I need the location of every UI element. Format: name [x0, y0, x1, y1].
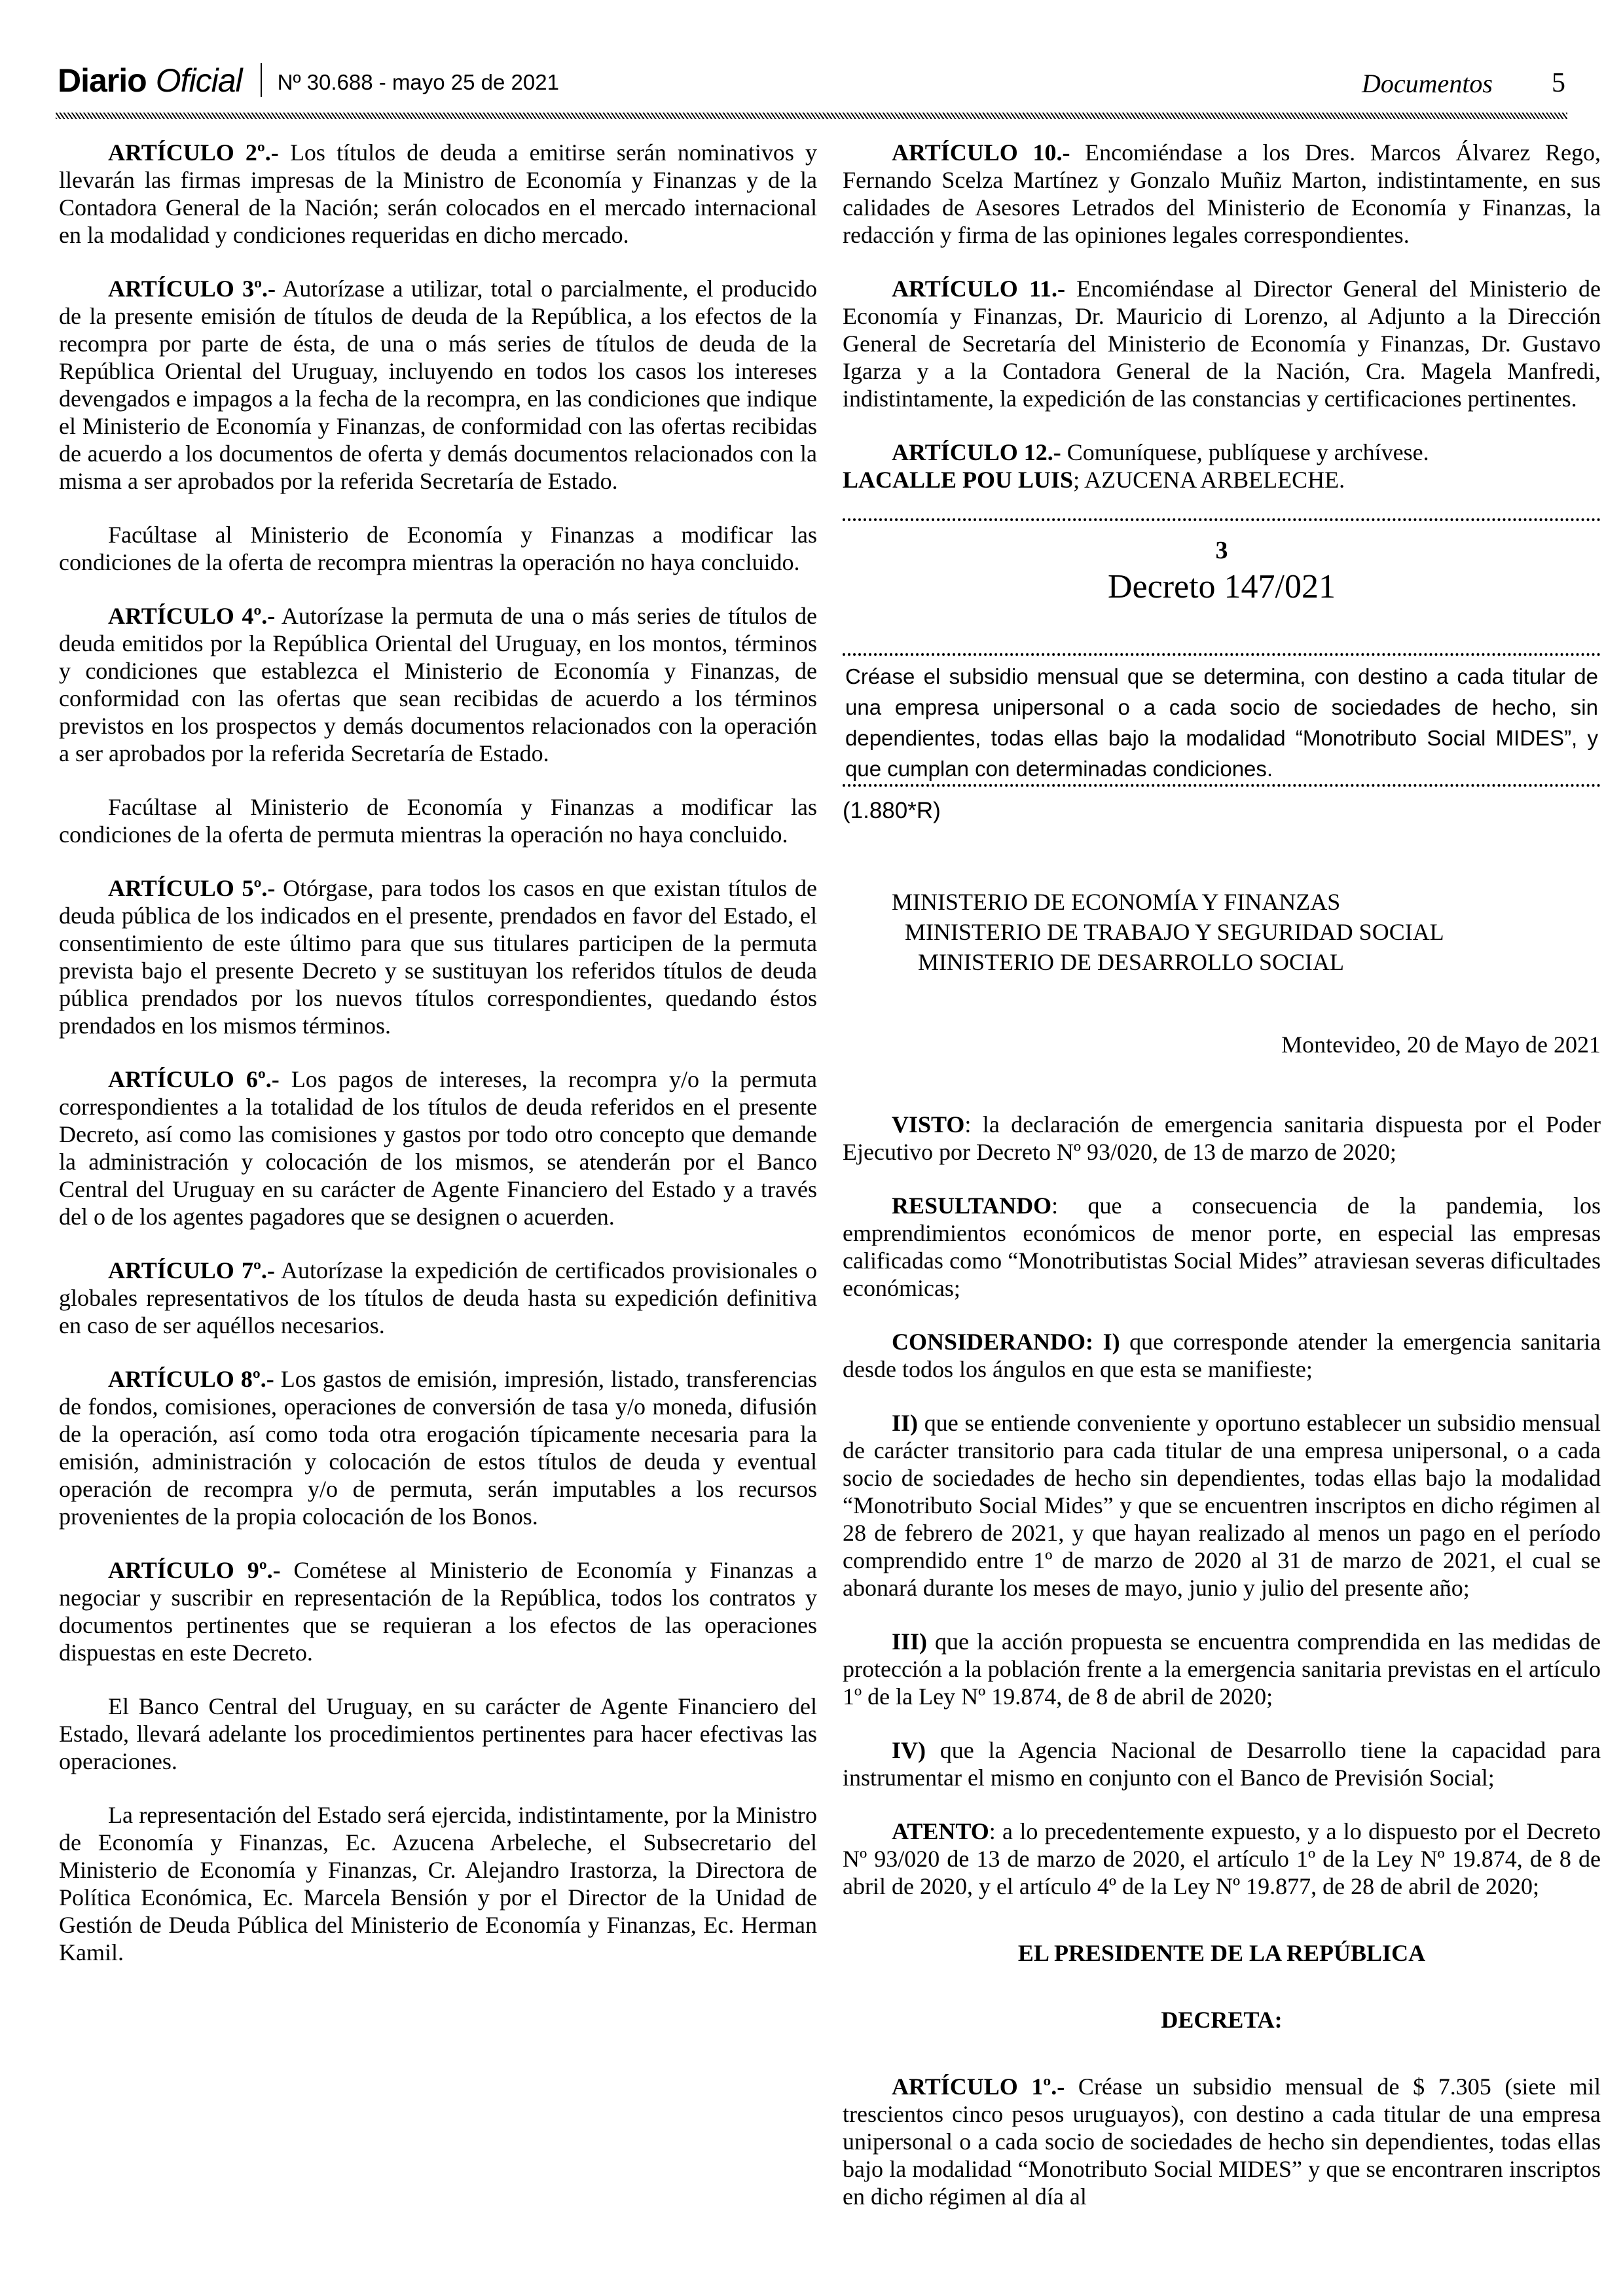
article-text: Facúltase al Ministerio de Economía y Finanzas a modificar las condiciones de la oferta de permuta mientras la operación no haya concluido.	[59, 794, 817, 848]
ministries-block	[843, 887, 1601, 977]
article-lead: ARTÍCULO 12.-	[892, 439, 1061, 465]
article-text: Facúltase al Ministerio de Economía y Finanzas a modificar las condiciones de la oferta de recompra mientras la operación no haya concluido.	[59, 522, 817, 575]
dotted-divider	[843, 653, 1601, 656]
article-lead: ARTÍCULO 10.-	[892, 139, 1070, 166]
article-lead: ARTÍCULO 4º.-	[108, 603, 276, 629]
right-column	[843, 139, 1601, 2236]
page-header	[58, 63, 1565, 97]
clause-lead: RESULTANDO	[892, 1193, 1052, 1219]
masthead	[58, 63, 559, 97]
paragraph-articulo-1	[843, 2073, 1601, 2210]
article-lead: ARTÍCULO 3º.-	[108, 276, 276, 302]
dateline: Montevideo, 20 de Mayo de 2021	[1281, 1031, 1601, 1058]
paragraph-facultase-recompra	[59, 521, 817, 576]
paragraph-articulo-11	[843, 275, 1601, 412]
decreta-heading: DECRETA:	[1161, 2007, 1283, 2033]
ministry-desarrollo: MINISTERIO DE DESARROLLO SOCIAL	[918, 949, 1344, 975]
left-column	[59, 139, 817, 1992]
article-text: Los títulos de deuda a emitirse serán nominativos y llevarán las firmas impresas de la Ministro de Economía y Finanzas y de la Contadora General de la Nación; serán colocados en el mercado internacional en la modalidad y condiciones requeridas en dicho mercado.	[59, 139, 817, 248]
ministry-trabajo: MINISTERIO DE TRABAJO Y SEGURIDAD SOCIAL	[905, 919, 1444, 945]
header-right	[1362, 69, 1565, 97]
clause-text: : que a consecuencia de la pandemia, los emprendimientos económicos de menor porte, en especial las empresas calificadas como “Monotributistas Social Mides” atraviesan severas dificultades económicas;	[843, 1193, 1601, 1301]
paragraph-articulo-8	[59, 1365, 817, 1530]
paragraph-articulo-9	[59, 1556, 817, 1666]
signature-president: LACALLE POU LUIS	[843, 467, 1074, 493]
clause-text: : la declaración de emergencia sanitaria dispuesta por el Poder Ejecutivo por Decreto Nº 93/020, de 13 de marzo de 2020;	[843, 1111, 1601, 1165]
paragraph-facultase-permuta	[59, 793, 817, 848]
clause-lead: IV)	[892, 1737, 926, 1763]
clause-text: que corresponde atender la emergencia sanitaria desde todos los ángulos en que esta se manifieste;	[843, 1329, 1601, 1382]
article-text: Créase un subsidio mensual de $ 7.305 (siete mil trescientos cinco pesos uruguayos), con destino a cada titular de una empresa unipersonal o a cada socio de sociedades de hecho sin dependientes, todas ellas bajo la modalidad “Monotributo Social MIDES” y que se encontraren inscriptos en dicho régimen al día al	[843, 2073, 1601, 2210]
paragraph-resultando	[843, 1192, 1601, 1302]
paragraph-articulo-10	[843, 139, 1601, 249]
paragraph-considerando-3	[843, 1628, 1601, 1710]
article-lead: ARTÍCULO 8º.-	[108, 1366, 274, 1392]
paragraph-banco-central	[59, 1693, 817, 1775]
paragraph-articulo-6	[59, 1066, 817, 1230]
article-text: El Banco Central del Uruguay, en su carácter de Agente Financiero del Estado, llevará adelante los procedimientos pertinentes para hacer efectivas las operaciones.	[59, 1693, 817, 1774]
article-text: Autorízase la permuta de una o más series de títulos de deuda emitidos por la República Oriental del Uruguay, en los montos, términos y condiciones que establezca el Ministerio de Economía y Finanzas, de conformidad con las ofertas que sean recibidas de acuerdo a los términos previstos en los prospectos y demás documentos relacionados con la operación a ser aprobados por la referida Secretaría de Estado.	[59, 603, 817, 766]
article-text: Autorízase la expedición de certificados provisionales o globales representativos de los títulos de deuda hasta su expedición definitiva en caso de ser aquéllos necesarios.	[59, 1257, 817, 1338]
clause-text: que la Agencia Nacional de Desarrollo tiene la capacidad para instrumentar el mismo en conjunto con el Banco de Previsión Social;	[843, 1737, 1601, 1791]
article-text: Encomiéndase a los Dres. Marcos Álvarez Rego, Fernando Scelza Martínez y Gonzalo Muñiz Marton, indistintamente, en sus calidades de Asesores Letrados del Ministerio de Economía y Finanzas, la redacción y firma de las opiniones legales correspondientes.	[843, 139, 1601, 248]
article-text: Los gastos de emisión, impresión, listado, transferencias de fondos, comisiones, operaciones de conversión de tasa y/o moneda, difusión de la operación, así como toda otra erogación típicamente necesaria para la emisión, administración y colocación de estos títulos de deuda y eventual operación de recompra y/o de permuta, serán imputables a los recursos provenientes de la propia colocación de los Bonos.	[59, 1366, 817, 1530]
article-lead: ARTÍCULO 6º.-	[108, 1066, 280, 1092]
dotted-divider	[843, 518, 1601, 521]
clause-text: : a lo precedentemente expuesto, y a lo dispuesto por el Decreto Nº 93/020 de 13 de marzo de 2020, el artículo 1º de la Ley Nº 19.874, de 8 de abril de 2020, y el artículo 4º de la Ley Nº 19.877, de 28 de abril de 2020;	[843, 1818, 1601, 1899]
paragraph-considerando-1	[843, 1328, 1601, 1383]
clause-text: que la acción propuesta se encuentra comprendida en las medidas de protección a la población frente a la emergencia sanitaria previstas en el artículo 1º de la Ley Nº 19.874, de 8 de abril de 2020;	[843, 1628, 1601, 1710]
header-rule	[56, 113, 1567, 119]
paragraph-articulo-4	[59, 602, 817, 767]
president-heading: EL PRESIDENTE DE LA REPÚBLICA	[1017, 1940, 1426, 1966]
paragraph-representacion	[59, 1801, 817, 1966]
paragraph-articulo-5	[59, 874, 817, 1039]
article-lead: ARTÍCULO 1º.-	[892, 2073, 1065, 2100]
article-text: Otórgase, para todos los casos en que existan títulos de deuda pública de los indicados en el presente, prendados en favor del Estado, el consentimiento de este último para que sus titulares participen de la permuta prevista bajo el presente Decreto y se sustituyan los referidos títulos de deuda pública prendados por los nuevos títulos correspondientes, quedando éstos prendados en los mismos términos.	[59, 875, 817, 1039]
decree-sequence-number: 3	[1215, 537, 1228, 564]
article-lead: ARTÍCULO 2º.-	[108, 139, 279, 166]
signature-line	[843, 466, 1601, 493]
clause-lead: CONSIDERANDO: I)	[892, 1329, 1120, 1355]
article-lead: ARTÍCULO 9º.-	[108, 1557, 281, 1583]
paragraph-atento	[843, 1818, 1601, 1900]
paragraph-articulo-3	[59, 275, 817, 495]
masthead-divider	[261, 63, 262, 97]
article-lead: ARTÍCULO 5º.-	[108, 875, 276, 901]
article-text: Autorízase a utilizar, total o parcialmente, el producido de la presente emisión de títulos de deuda de la República, a los efectos de la recompra por parte de ésta, de una o más series de títulos de deuda de la República Oriental del Uruguay, incluyendo en todos los casos los intereses devengados e impagos a la fecha de la recompra, en las condiciones que indique el Ministerio de Economía y Finanzas, de conformidad con las ofertas recibidas de acuerdo a los documentos de oferta y demás documentos relacionados con la misma a ser aprobados por la referida Secretaría de Estado.	[59, 276, 817, 494]
masthead-diario: Diario	[58, 62, 147, 99]
decree-summary: Créase el subsidio mensual que se determina, con destino a cada titular de una empresa unipersonal o a cada socio de sociedades de hecho, sin dependientes, todas ellas bajo la modalidad “Monotributo Social MIDES”, y que cumplan con determinadas condiciones.	[845, 664, 1598, 781]
page-number: 5	[1552, 68, 1565, 98]
article-text: Comuníquese, publíquese y archívese.	[1061, 439, 1429, 465]
issue-number: Nº 30.688 - mayo 25 de 2021	[277, 69, 559, 94]
paragraph-visto	[843, 1111, 1601, 1166]
article-lead: ARTÍCULO 11.-	[892, 276, 1065, 302]
paragraph-articulo-12	[843, 439, 1601, 466]
paragraph-articulo-2	[59, 139, 817, 249]
article-lead: ARTÍCULO 7º.-	[108, 1257, 275, 1283]
signature-minister: ; AZUCENA ARBELECHE.	[1073, 467, 1345, 493]
paragraph-considerando-4	[843, 1736, 1601, 1791]
article-text: Los pagos de intereses, la recompra y/o la permuta correspondientes a la totalidad de los títulos de deuda referidos en el presente Decreto, así como las comisiones y gastos por todo otro concepto que demande la administración y colocación de los mismos, se atenderán por el Banco Central del Uruguay en su carácter de Agente Financiero del Estado y a través del o de los agentes pagadores que se designen o acuerden.	[59, 1066, 817, 1230]
clause-lead: III)	[892, 1628, 928, 1655]
paragraph-articulo-7	[59, 1257, 817, 1339]
paragraph-considerando-2	[843, 1409, 1601, 1602]
masthead-oficial: Oficial	[155, 62, 242, 99]
ministry-economia: MINISTERIO DE ECONOMÍA Y FINANZAS	[892, 889, 1341, 915]
clause-text: que se entiende conveniente y oportuno establecer un subsidio mensual de carácter transitorio para cada titular de una empresa unipersonal, o a cada socio de sociedades de hecho sin dependientes, todas ellas bajo la modalidad “Monotributo Social Mides” y que se encuentren inscriptos en dicho régimen al 28 de febrero de 2021, y que hayan realizado al menos un pago en el período comprendido entre 1º de marzo de 2020 al 31 de marzo de 2021, el cual se abonará durante los meses de mayo, junio y julio del presente año;	[843, 1410, 1601, 1601]
clause-lead: ATENTO	[892, 1818, 989, 1844]
section-title: Documentos	[1362, 69, 1493, 98]
clause-lead: VISTO	[892, 1111, 965, 1138]
article-text: Encomiéndase al Director General del Ministerio de Economía y Finanzas, Dr. Mauricio di Lorenzo, al Adjunto a la Dirección General de Secretaría del Ministerio de Economía y Finanzas, Dr. Gustavo Igarza y a la Contadora General de la Nación, Cra. Magela Manfredi, indistintamente, la expedición de las constancias y certificaciones pertinentes.	[843, 276, 1601, 412]
article-text: La representación del Estado será ejercida, indistintamente, por la Ministro de Economía y Finanzas, Ec. Azucena Arbeleche, el Subsecretario del Ministerio de Economía y Finanzas, Cr. Alejandro Irastorza, la Directora de Política Económica, Ec. Marcela Bensión y por el Director de la Unidad de Gestión de Deuda Pública del Ministerio de Economía y Finanzas, Ec. Herman Kamil.	[59, 1802, 817, 1965]
decree-title: Decreto 147/021	[1107, 568, 1336, 605]
registry-reference: (1.880*R)	[843, 798, 941, 823]
dotted-divider	[843, 784, 1601, 787]
article-text: Cométese al Ministerio de Economía y Finanzas a negociar y suscribir en representación de la República, todos los contratos y documentos pertinentes que se requieran a los efectos de las operaciones dispuestas en este Decreto.	[59, 1557, 818, 1666]
clause-lead: II)	[892, 1410, 919, 1436]
